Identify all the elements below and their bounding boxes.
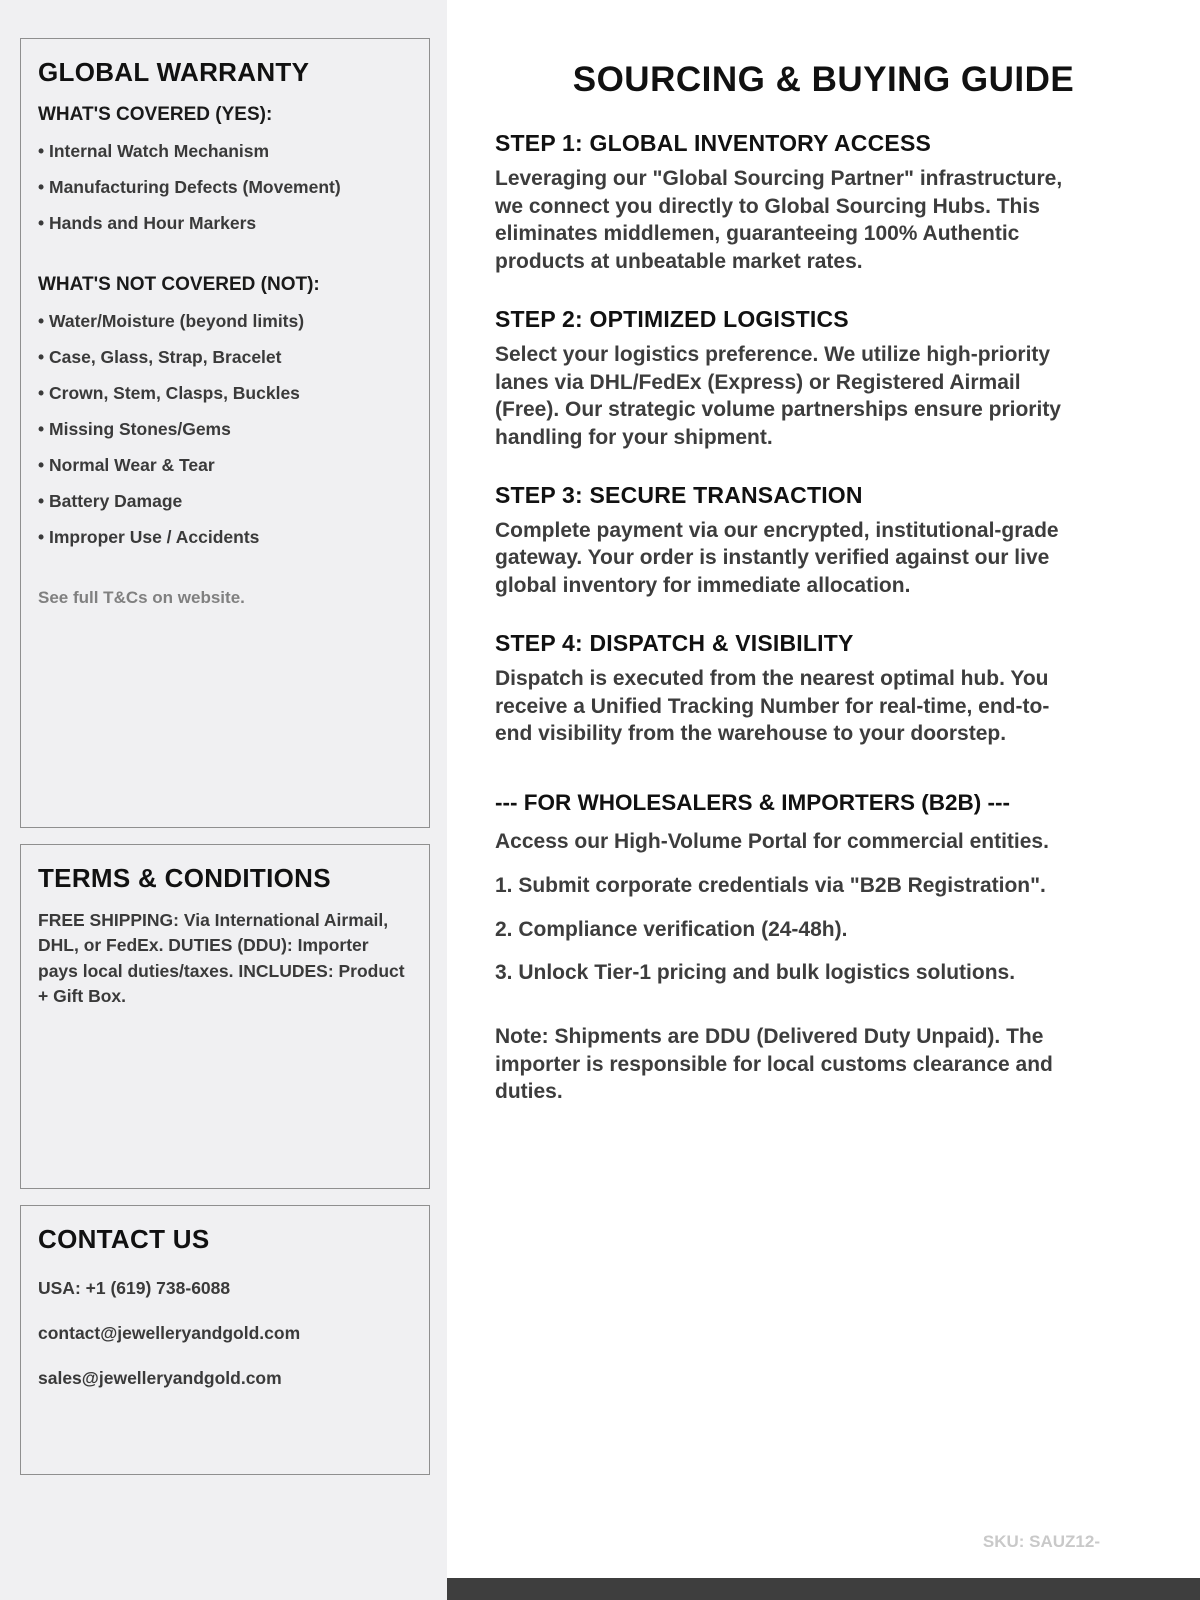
warranty-box (20, 38, 430, 828)
step-4-heading: STEP 4: DISPATCH & VISIBILITY (495, 629, 854, 656)
contact-phone: USA: +1 (619) 738-6088 (38, 1278, 231, 1298)
step-2 (495, 306, 1073, 452)
warranty-not-covered-item: • Normal Wear & Tear (38, 455, 413, 476)
step-3-body: Complete payment via our encrypted, institutional-grade gateway. Your order is instantly verified against our live global inventory for immediate allocation. (495, 518, 1059, 598)
step-3 (495, 482, 1073, 600)
b2b-item-3: 3. Unlock Tier-1 pricing and bulk logistics solutions. (495, 961, 1016, 985)
warranty-footnote: See full T&Cs on website. (38, 588, 245, 607)
sku-label: SKU: SAUZ12- (982, 1532, 1100, 1551)
contact-email-sales: sales@jewelleryandgold.com (38, 1367, 282, 1388)
terms-box (20, 844, 430, 1189)
warranty-title: GLOBAL WARRANTY (38, 57, 310, 87)
footer-bar (447, 1578, 1200, 1600)
ddu-note: Note: Shipments are DDU (Delivered Duty Unpaid). The importer is responsible for local customs clearance and duties. (495, 1024, 1053, 1104)
warranty-not-covered-list (38, 311, 413, 548)
warranty-not-covered-item: • Crown, Stem, Clasps, Buckles (38, 383, 413, 404)
sidebar (0, 0, 447, 1600)
step-1-body: Leveraging our "Global Sourcing Partner" infrastructure, we connect you directly to Global Sourcing Hubs. This eliminates middlemen, guaranteeing 100% Authentic products at unbeatable market rates. (495, 167, 1063, 274)
warranty-covered-title: WHAT'S COVERED (YES): (38, 104, 273, 125)
step-4 (495, 630, 1073, 748)
b2b-section (495, 790, 1073, 1106)
step-1 (495, 130, 1073, 276)
main-content (447, 0, 1200, 1600)
b2b-item-1: 1. Submit corporate credentials via "B2B Registration". (495, 873, 1046, 897)
warranty-covered-list (38, 141, 413, 234)
terms-body: FREE SHIPPING: Via International Airmail, DHL, or FedEx. DUTIES (DDU): Importer pays local duties/taxes. INCLUDES: Product + Gift Box. (38, 910, 405, 1007)
warranty-not-covered-item: • Case, Glass, Strap, Bracelet (38, 347, 413, 368)
contact-email-primary: contact@jewelleryandgold.com (38, 1322, 301, 1343)
warranty-covered-item: • Internal Watch Mechanism (38, 141, 413, 162)
b2b-intro: Access our High-Volume Portal for commercial entities. (495, 830, 1049, 854)
warranty-covered-item: • Manufacturing Defects (Movement) (38, 177, 413, 198)
terms-title: TERMS & CONDITIONS (38, 863, 331, 893)
warranty-covered-item: • Hands and Hour Markers (38, 213, 413, 234)
warranty-not-covered-item: • Water/Moisture (beyond limits) (38, 311, 413, 332)
warranty-not-covered-title: WHAT'S NOT COVERED (NOT): (38, 274, 320, 295)
step-4-body: Dispatch is executed from the nearest optimal hub. You receive a Unified Tracking Number for real-time, end-to-end visibility from the warehouse to your doorstep. (495, 666, 1050, 746)
step-2-body: Select your logistics preference. We utilize high-priority lanes via DHL/FedEx (Express) or Registered Airmail (Free). Our strategic volume partnerships ensure priority handling for your shipment. (495, 342, 1061, 450)
guide-content (495, 130, 1073, 1106)
b2b-item-2: 2. Compliance verification (24-48h). (495, 917, 848, 941)
warranty-not-covered-item: • Missing Stones/Gems (38, 419, 413, 440)
warranty-not-covered-item: • Improper Use / Accidents (38, 527, 413, 548)
step-2-heading: STEP 2: OPTIMIZED LOGISTICS (495, 305, 849, 332)
b2b-heading: --- FOR WHOLESALERS & IMPORTERS (B2B) --- (495, 790, 1010, 816)
contact-box (20, 1205, 430, 1475)
step-3-heading: STEP 3: SECURE TRANSACTION (495, 481, 863, 508)
warranty-not-covered-item: • Battery Damage (38, 491, 413, 512)
page-title: SOURCING & BUYING GUIDE (572, 60, 1075, 99)
contact-title: CONTACT US (38, 1224, 210, 1254)
step-1-heading: STEP 1: GLOBAL INVENTORY ACCESS (495, 130, 932, 156)
